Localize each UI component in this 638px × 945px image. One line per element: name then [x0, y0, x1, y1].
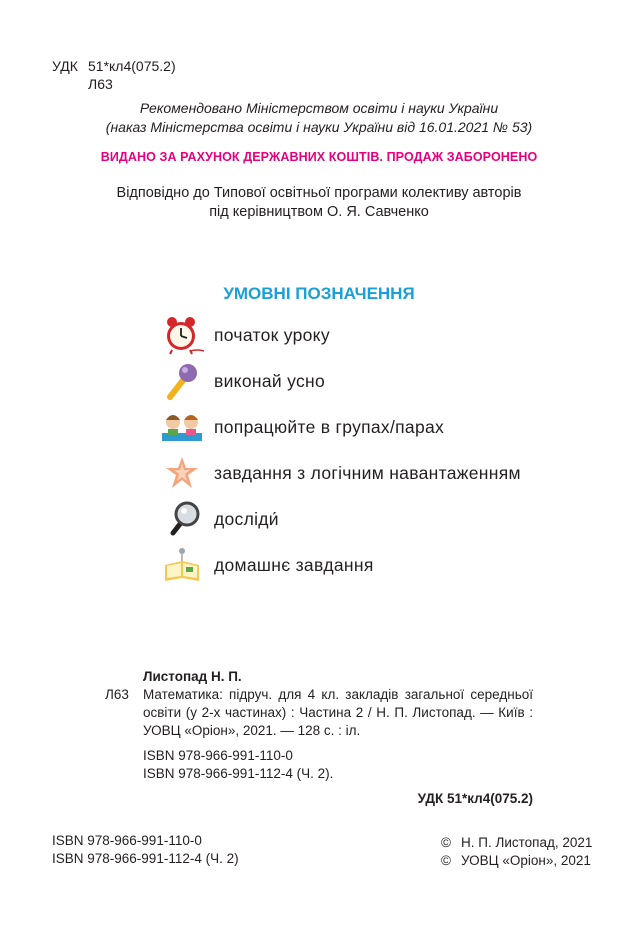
legend-label: завдання з логічним навантаженням: [214, 462, 521, 483]
author-name: Листопад Н. П.: [143, 669, 242, 684]
isbn-line: ISBN 978-966-991-112-4 (Ч. 2): [52, 851, 239, 866]
recommendation-line-2: (наказ Міністерства освіти і науки України від 16.01.2021 № 53): [105, 119, 533, 135]
recommendation-line-1: Рекомендовано Міністерством освіти і науки України: [139, 100, 499, 116]
isbn-line: ISBN 978-966-991-110-0: [52, 833, 202, 848]
program-accordance: [0, 184, 638, 222]
copyright-line-1: Н. П. Листопад, 2021: [461, 835, 593, 850]
legend-item: [160, 312, 521, 358]
udk-label: УДК: [52, 58, 78, 74]
legend-item: [160, 358, 521, 404]
recommendation-note: [0, 99, 638, 137]
copyright-symbol: ©: [441, 835, 451, 850]
legend-item: [160, 542, 521, 588]
isbn-list: [143, 747, 533, 783]
legend-label: досліди́: [214, 508, 279, 529]
legend-item: [160, 404, 521, 450]
isbn-line: ISBN 978-966-991-112-4 (Ч. 2).: [143, 766, 334, 781]
copyright-line-2: УОВЦ «Оріон», 2021: [461, 853, 591, 868]
isbn-line: ISBN 978-966-991-110-0: [143, 748, 293, 763]
legend-list: [160, 312, 521, 588]
legend-label: попрацюйте в групах/парах: [214, 416, 445, 437]
copyright-block: [441, 834, 592, 870]
legend-label: домашнє завдання: [214, 554, 374, 575]
alarm-clock-icon: [160, 315, 204, 355]
copyright-symbol: ©: [441, 853, 451, 868]
accordance-line-1: Відповідно до Типової освітньої програми колективу авторів: [116, 185, 522, 201]
legend-item: [160, 496, 521, 542]
legend-item: [160, 450, 521, 496]
legend-label: початок уроку: [214, 324, 330, 345]
pupils-group-icon: [160, 407, 204, 447]
funded-notice: ВИДАНО ЗА РАХУНОК ДЕРЖАВНИХ КОШТІВ. ПРОДАЖ ЗАБОРОНЕНО: [100, 150, 538, 164]
star-icon: [160, 453, 204, 493]
book-description: Математика: підруч. для 4 кл. закладів загальної середньої освіти (у 2-х частинах) : Частина 2 / Н. П. Листопад. — Київ : УОВЦ «Оріон», 2021. — 128 с. : іл.: [143, 687, 533, 738]
shelf-code: Л63: [88, 76, 113, 92]
magnifier-icon: [160, 499, 204, 539]
isbn-footer: [52, 832, 239, 868]
bibliographic-record: [105, 668, 533, 808]
homework-book-icon: [160, 545, 204, 585]
shelf-code: Л63: [105, 687, 129, 702]
udk-code-bottom: УДК 51*кл4(075.2): [417, 791, 533, 806]
udk-code: 51*кл4(075.2): [88, 58, 176, 74]
legend-title: УМОВНІ ПОЗНАЧЕННЯ: [223, 284, 415, 303]
microphone-icon: [160, 361, 204, 401]
legend-label: виконай усно: [214, 370, 325, 391]
udk-block-top: [52, 57, 176, 93]
accordance-line-2: під керівництвом О. Я. Савченко: [209, 204, 429, 220]
